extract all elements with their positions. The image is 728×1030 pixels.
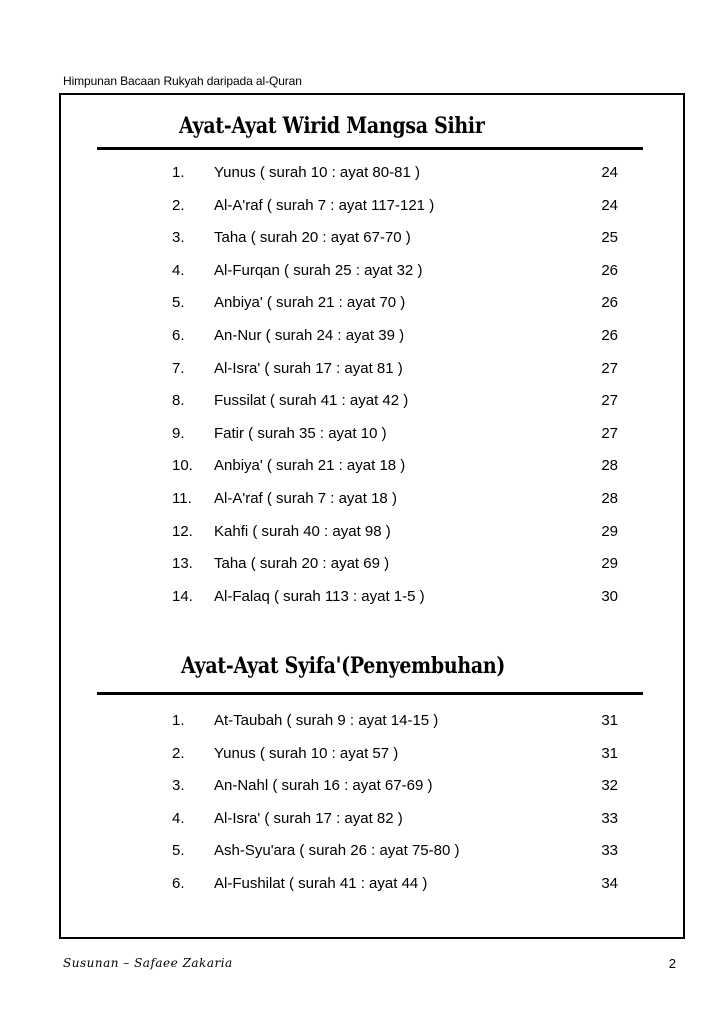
toc-entry xyxy=(0,197,728,219)
toc-entry xyxy=(0,875,728,897)
entry-page: 34 xyxy=(601,875,618,892)
entry-title: Al-Furqan ( surah 25 : ayat 32 ) xyxy=(214,261,423,279)
entry-page: 32 xyxy=(601,777,618,795)
entry-page: 24 xyxy=(601,164,618,181)
entry-title: Al-Isra' ( surah 17 : ayat 82 ) xyxy=(214,809,403,827)
entry-number: 5. xyxy=(172,842,185,860)
section-title-wirid: Ayat-Ayat Wirid Mangsa Sihir xyxy=(179,113,485,139)
entry-page: 28 xyxy=(601,490,618,507)
entry-title: Fatir ( surah 35 : ayat 10 ) xyxy=(214,424,387,442)
entry-number: 5. xyxy=(172,294,185,312)
entry-title: Fussilat ( surah 41 : ayat 42 ) xyxy=(214,392,409,410)
entry-title: Yunus ( surah 10 : ayat 57 ) xyxy=(214,744,399,762)
entry-page: 26 xyxy=(601,327,618,344)
toc-entry xyxy=(0,425,728,447)
entry-number: 6. xyxy=(172,327,185,344)
page-number: 2 xyxy=(668,956,676,971)
entry-title: Al-Falaq ( surah 113 : ayat 1-5 ) xyxy=(214,587,425,605)
toc-entry xyxy=(0,229,728,251)
toc-entry xyxy=(0,842,728,864)
entry-title: Al-A'raf ( surah 7 : ayat 117-121 ) xyxy=(214,196,435,214)
toc-entry xyxy=(0,294,728,316)
entry-page: 31 xyxy=(601,712,618,729)
footer-author: Susunan – Safaee Zakaria xyxy=(63,956,233,970)
entry-title: Ash-Syu'ara ( surah 26 : ayat 75-80 ) xyxy=(214,842,460,860)
entry-number: 4. xyxy=(172,809,185,827)
entry-number: 3. xyxy=(172,229,185,247)
entry-title: Anbiya' ( surah 21 : ayat 18 ) xyxy=(214,457,406,475)
entry-page: 31 xyxy=(601,744,618,762)
toc-entry xyxy=(0,523,728,545)
toc-entry xyxy=(0,712,728,734)
toc-entry xyxy=(0,360,728,382)
section-divider-syifa xyxy=(97,692,643,695)
toc-entry xyxy=(0,164,728,186)
toc-entry xyxy=(0,745,728,767)
entry-page: 25 xyxy=(601,229,618,247)
entry-title: Al-A'raf ( surah 7 : ayat 18 ) xyxy=(214,490,397,507)
entry-number: 14. xyxy=(172,587,193,605)
entry-number: 7. xyxy=(172,359,185,377)
entry-page: 26 xyxy=(601,261,618,279)
toc-entry xyxy=(0,777,728,799)
toc-entry xyxy=(0,588,728,610)
entry-number: 1. xyxy=(172,164,185,181)
entry-page: 29 xyxy=(601,522,618,540)
entry-title: An-Nur ( surah 24 : ayat 39 ) xyxy=(214,327,405,344)
toc-entry xyxy=(0,490,728,512)
entry-title: Al-Isra' ( surah 17 : ayat 81 ) xyxy=(214,359,403,377)
entry-title: Taha ( surah 20 : ayat 69 ) xyxy=(214,555,390,573)
toc-entry xyxy=(0,555,728,577)
toc-entry xyxy=(0,392,728,414)
entry-number: 8. xyxy=(172,392,185,410)
toc-entry xyxy=(0,262,728,284)
entry-number: 6. xyxy=(172,875,185,892)
entry-page: 33 xyxy=(601,842,618,860)
entry-page: 33 xyxy=(601,809,618,827)
entry-title: An-Nahl ( surah 16 : ayat 67-69 ) xyxy=(214,777,433,795)
entry-number: 1. xyxy=(172,712,185,729)
entry-title: Kahfi ( surah 40 : ayat 98 ) xyxy=(214,522,391,540)
entry-page: 27 xyxy=(601,392,618,410)
entry-number: 2. xyxy=(172,196,185,214)
entry-number: 3. xyxy=(172,777,185,795)
entry-page: 24 xyxy=(601,196,618,214)
toc-entry xyxy=(0,810,728,832)
entry-number: 2. xyxy=(172,744,185,762)
entry-number: 4. xyxy=(172,261,185,279)
entry-number: 10. xyxy=(172,457,193,475)
entry-number: 11. xyxy=(172,490,192,507)
entry-title: At-Taubah ( surah 9 : ayat 14-15 ) xyxy=(214,712,439,729)
entry-page: 30 xyxy=(601,587,618,605)
entry-number: 9. xyxy=(172,424,185,442)
running-header: Himpunan Bacaan Rukyah daripada al-Quran xyxy=(63,74,302,88)
entry-page: 29 xyxy=(601,555,618,573)
entry-number: 13. xyxy=(172,555,193,573)
entry-page: 27 xyxy=(601,359,618,377)
entry-title: Anbiya' ( surah 21 : ayat 70 ) xyxy=(214,294,406,312)
entry-page: 27 xyxy=(601,424,618,442)
entry-page: 28 xyxy=(601,457,618,475)
toc-entry xyxy=(0,457,728,479)
entry-title: Taha ( surah 20 : ayat 67-70 ) xyxy=(214,229,411,247)
entry-number: 12. xyxy=(172,522,193,540)
entry-page: 26 xyxy=(601,294,618,312)
entry-title: Al-Fushilat ( surah 41 : ayat 44 ) xyxy=(214,875,428,892)
section-title-syifa: Ayat-Ayat Syifa'(Penyembuhan) xyxy=(181,653,506,679)
entry-title: Yunus ( surah 10 : ayat 80-81 ) xyxy=(214,164,420,181)
toc-entry xyxy=(0,327,728,349)
section-divider-wirid xyxy=(97,147,643,150)
